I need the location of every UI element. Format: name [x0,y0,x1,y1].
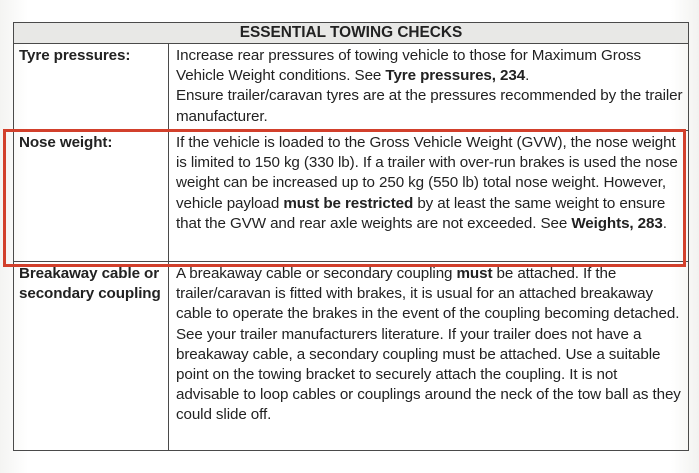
paragraph: Ensure trailer/caravan tyres are at the pressures recommended by the trailer manufacturer. [176,87,683,125]
table-title-row [14,23,689,44]
row-content-nose-weight [169,131,689,262]
cross-reference: Weights, 283 [571,214,663,232]
row-content-breakaway-cable [169,262,689,451]
row-label-nose-weight: Nose weight: [14,131,169,262]
emphasis: must [456,265,493,282]
essential-towing-checks-table [13,22,689,451]
text-run: . [662,214,667,232]
table-row-tyre-pressures [14,44,689,131]
label-line: secondary coupling [19,285,161,303]
text-run: A breakaway cable or secondary coupling [176,265,457,282]
text-run: . [525,67,530,85]
paragraph [176,264,684,325]
label-line: Breakaway cable or [19,265,160,282]
table-row-breakaway-cable [14,262,689,451]
cross-reference: Tyre pressures, 234 [385,67,526,85]
text-run: be attached. If the trailer/caravan is fitted with brakes, it is usual for an attached breakaway cable to operate the brakes in the event of the coupling becoming detached. [176,265,680,323]
table-row-nose-weight [14,131,689,262]
table-title: ESSENTIAL TOWING CHECKS [14,23,689,44]
text-run: by at least the same weight to ensure that the GVW and rear axle weights are not exceeded. See [176,194,666,232]
row-content-tyre-pressures [169,44,689,131]
paragraph [176,46,684,86]
row-label-breakaway-cable [14,262,169,451]
paragraph: See your trailer manufacturers literature. If your trailer does not have a breakaway cable, a secondary coupling must be attached. Use a suitable point on the towing bracket to securely attach the coupling. It is not advisable to loop cables or couplings around the neck of the tow ball as they could slide off. [176,325,681,424]
row-label-tyre-pressures: Tyre pressures: [14,44,169,131]
text-run: Increase rear pressures of towing vehicle to those for Maximum Gross Vehicle Weight conditions. See [176,47,642,85]
emphasis: must be restricted [283,194,414,212]
text-run: If the vehicle is loaded to the Gross Vehicle Weight (GVW), the nose weight is limited to 150 kg (330 lb). If a trailer with over-run brakes is used the nose weight can be increased up to 250 kg (550 lb) total nose weight. However, vehicle payload [176,134,678,212]
